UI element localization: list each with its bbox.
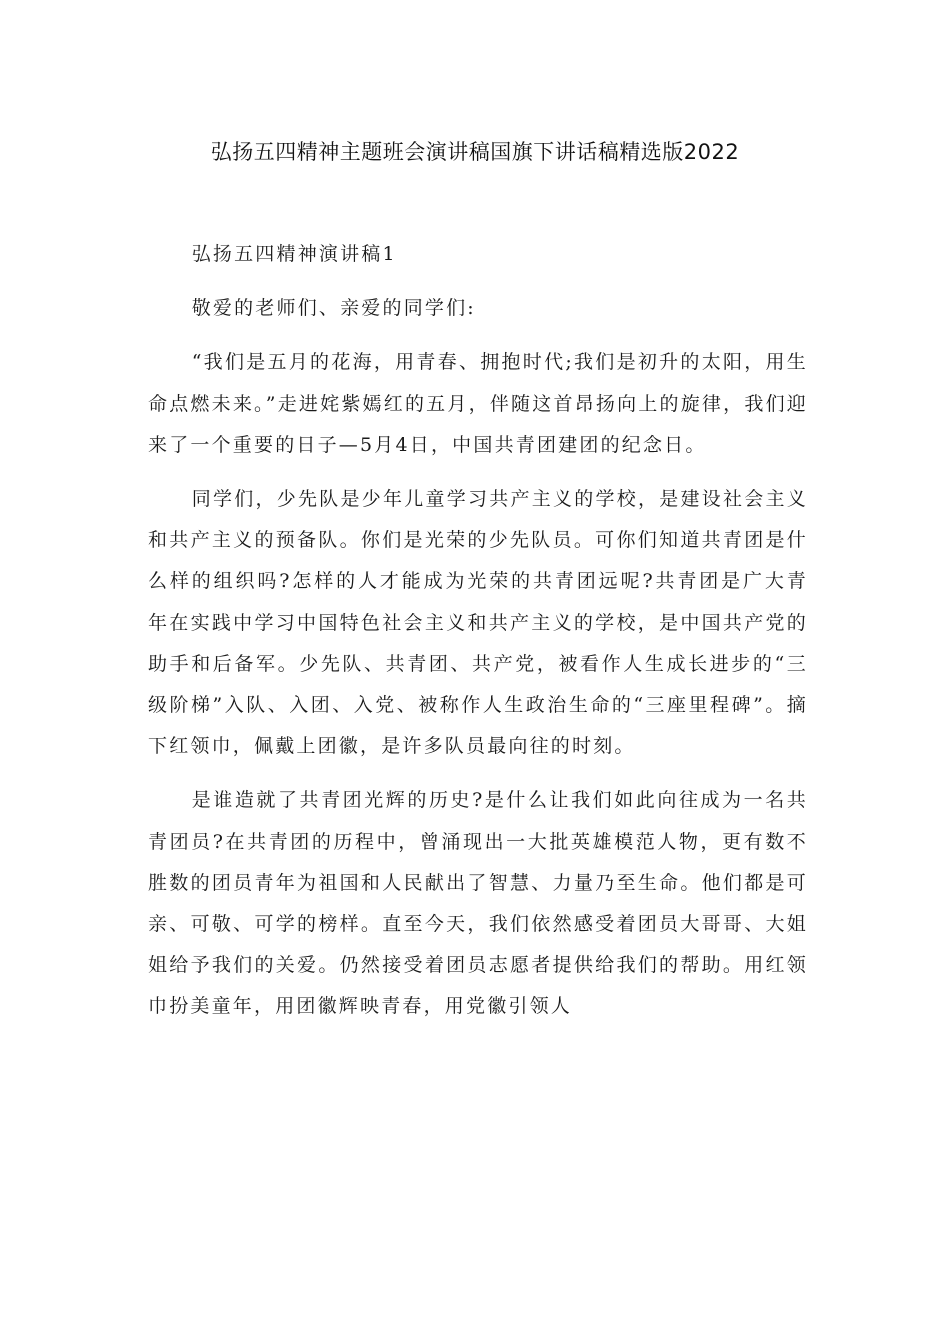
paragraph: 是谁造就了共青团光辉的历史?是什么让我们如此向往成为一名共青团员?在共青团的历程中，曾涌现出一大批英雄模范人物，更有数不胜数的团员青年为祖国和人民献出了智慧、力量乃至生命。他们都是可亲、可敬、可学的榜样。直至今天，我们依然感受着团员大哥哥、大姐姐给予我们的关爱。仍然接受着团员志愿者提供给我们的帮助。用红领巾扮美童年，用团徽辉映青春，用党徽引领人 (148, 789, 808, 1018)
salutation: 敬爱的老师们、亲爱的同学们: (191, 297, 476, 320)
document-body (148, 234, 808, 1028)
section-heading: 弘扬五四精神演讲稿1 (191, 243, 397, 265)
document-title: 弘扬五四精神主题班会演讲稿国旗下讲话稿精选版2022 (210, 140, 740, 164)
paragraph: 同学们，少先队是少年儿童学习共产主义的学校，是建设社会主义和共产主义的预备队。你们是光荣的少先队员。可你们知道共青团是什么样的组织吗?怎样的人才能成为光荣的共青团远呢?共青团是广大青年在实践中学习中国特色社会主义和共产主义的学校，是中国共产党的助手和后备军。少先队、共青团、共产党，被看作人生成长进步的“三级阶梯”入队、入团、入党、被称作人生政治生命的“三座里程碑”。摘下红领巾，佩戴上团徽，是许多队员最向往的时刻。 (148, 488, 808, 758)
paragraph: “我们是五月的花海，用青春、拥抱时代;我们是初升的太阳，用生命点燃未来。”走进姹紫嫣红的五月，伴随这首昂扬向上的旋律，我们迎来了一个重要的日子—5月4日，中国共青团建团的纪念日。 (148, 351, 808, 456)
